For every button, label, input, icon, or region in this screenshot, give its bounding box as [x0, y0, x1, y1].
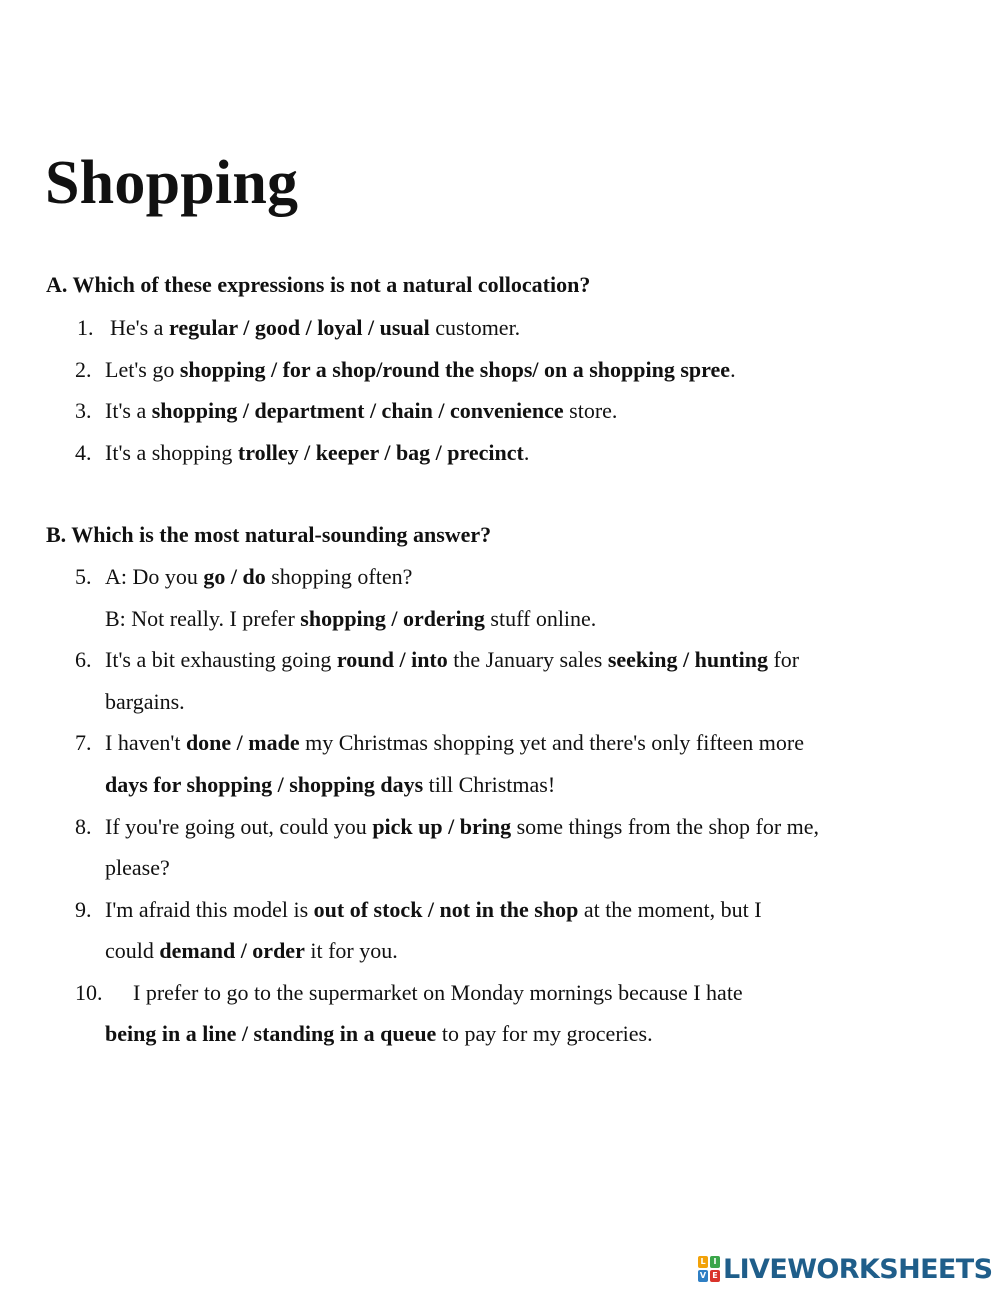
item-options: trolley / keeper / bag / precinct — [237, 440, 524, 465]
item-text: A: Do you — [105, 564, 204, 589]
item-text: till Christmas! — [423, 772, 556, 797]
item-number: 4. — [75, 440, 92, 465]
item-text: customer. — [429, 315, 521, 340]
item-options: round / into — [336, 647, 448, 672]
item-text: If you're going out, could you — [105, 814, 373, 839]
list-item — [105, 899, 762, 921]
item-text: store. — [563, 398, 618, 423]
list-item-continuation — [105, 774, 555, 796]
item-text: the January sales — [447, 647, 608, 672]
list-item — [105, 649, 799, 671]
item-text: Let's go — [105, 357, 180, 382]
item-text: please? — [105, 855, 170, 880]
item-options: demand / order — [159, 938, 305, 963]
item-options: regular / good / loyal / usual — [168, 315, 430, 340]
item-options: shopping / for a shop/round the shops/ on a shopping spree — [179, 357, 731, 382]
logo-tile: V — [699, 1271, 707, 1280]
item-text: shopping often? — [265, 564, 413, 589]
list-item — [105, 732, 804, 754]
item-number: 7. — [75, 730, 92, 755]
item-number: 5. — [75, 564, 92, 589]
list-item — [105, 566, 412, 588]
item-options: go / do — [203, 564, 266, 589]
logo-tile: E — [710, 1270, 720, 1282]
logo-tile: L — [698, 1256, 708, 1268]
item-options: out of stock / not in the shop — [313, 897, 579, 922]
liveworksheets-icon — [698, 1256, 720, 1282]
item-text: stuff online. — [484, 606, 597, 631]
brand-name: LIVEWORKSHEETS — [723, 1253, 993, 1285]
item-number: 1. — [77, 315, 94, 340]
item-text: some things from the shop for me, — [511, 814, 820, 839]
item-number: 6. — [75, 647, 92, 672]
item-options: days for shopping / shopping days — [105, 772, 424, 797]
item-text: I'm afraid this model is — [105, 897, 314, 922]
item-text: my Christmas shopping yet and there's only fifteen more — [299, 730, 804, 755]
list-item — [133, 982, 743, 1004]
item-options: done / made — [185, 730, 300, 755]
item-text: could — [105, 938, 160, 963]
list-item-continuation — [105, 608, 596, 630]
item-text: for — [767, 647, 800, 672]
item-text: B: Not really. I prefer — [105, 606, 301, 631]
item-text: It's a bit exhausting going — [105, 647, 337, 672]
item-text: to pay for my groceries. — [436, 1021, 653, 1046]
list-item-continuation — [105, 1023, 653, 1045]
item-options: being in a line / standing in a queue — [105, 1021, 437, 1046]
list-item-continuation — [105, 691, 185, 713]
section-b-heading: B. Which is the most natural-sounding answer? — [46, 522, 492, 547]
item-text: at the moment, but I — [578, 897, 762, 922]
item-number: 2. — [75, 357, 92, 382]
list-item — [105, 359, 736, 381]
list-item-continuation — [105, 940, 398, 962]
page-title: Shopping — [45, 149, 299, 217]
item-text: bargains. — [105, 689, 185, 714]
item-text: It's a — [105, 398, 152, 423]
item-number: 9. — [75, 897, 92, 922]
list-item — [105, 816, 819, 838]
item-number: 3. — [75, 398, 92, 423]
item-text: it for you. — [304, 938, 398, 963]
item-options: seeking / hunting — [607, 647, 768, 672]
item-text: I prefer to go to the supermarket on Monday mornings because I hate — [133, 980, 743, 1005]
liveworksheets-logo — [698, 1253, 992, 1285]
item-options: shopping / department / chain / convenience — [151, 398, 564, 423]
item-options: pick up / bring — [372, 814, 512, 839]
item-text: He's a — [110, 315, 169, 340]
logo-tile: I — [710, 1256, 720, 1268]
list-item — [110, 317, 520, 339]
item-options: shopping / ordering — [300, 606, 485, 631]
list-item-continuation — [105, 857, 170, 879]
item-text: I haven't — [105, 730, 186, 755]
list-item — [105, 442, 529, 464]
item-text: It's a shopping — [105, 440, 238, 465]
item-number: 8. — [75, 814, 92, 839]
list-item — [105, 400, 617, 422]
item-text: . — [523, 440, 530, 465]
item-number: 10. — [75, 980, 103, 1005]
item-text: . — [730, 357, 736, 382]
section-a-heading: A. Which of these expressions is not a natural collocation? — [46, 272, 591, 297]
